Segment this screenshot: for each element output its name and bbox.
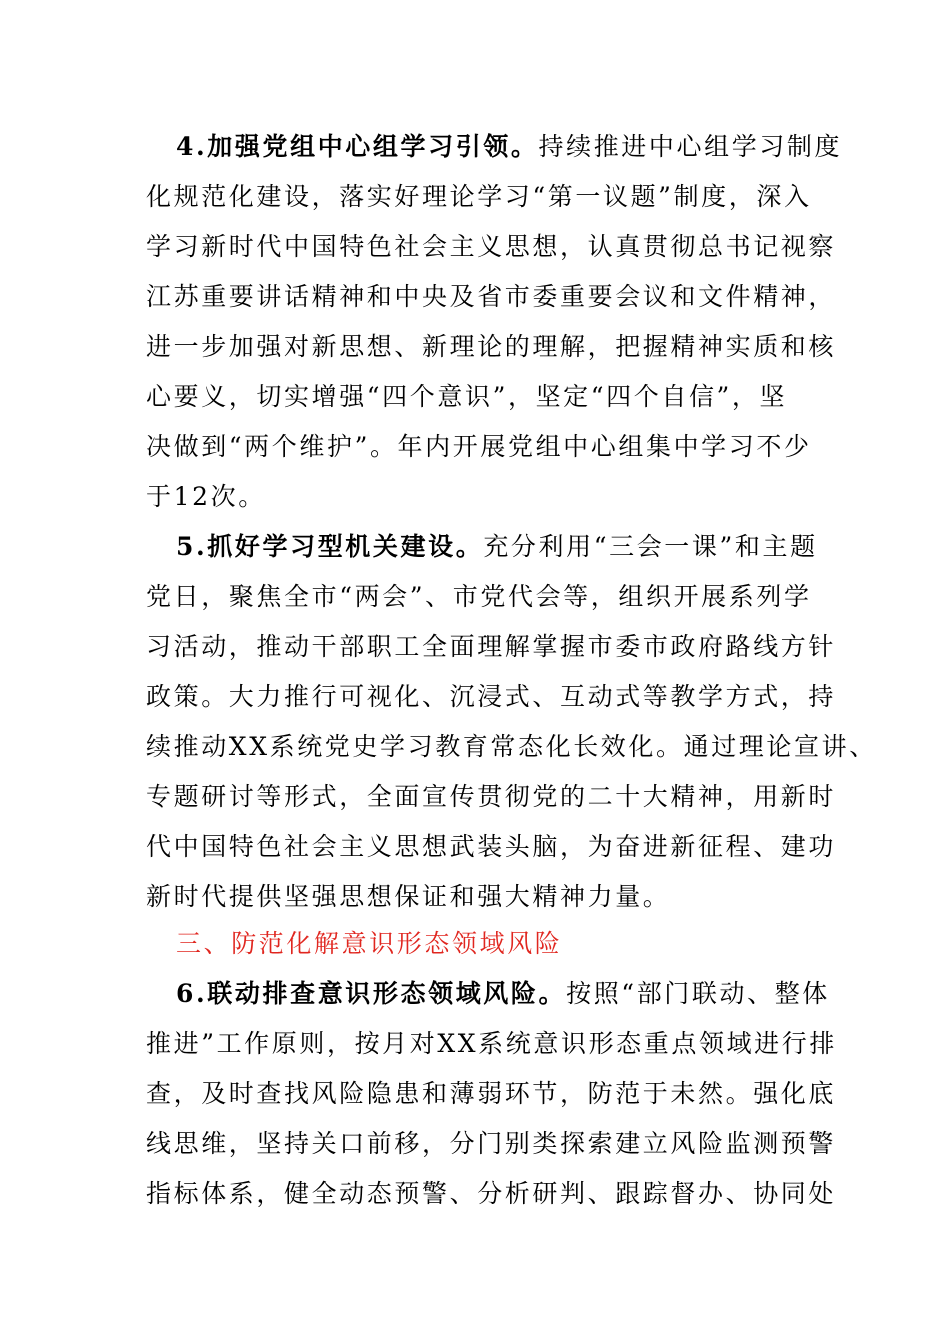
paragraph-4-line-4: 江苏重要讲话精神和中央及省市委重要会议和文件精神， xyxy=(146,282,837,311)
paragraph-6-line-5: 指标体系，健全动态预警、分析研判、跟踪督办、协同处 xyxy=(146,1179,837,1208)
paragraph-5-text: 充分利用“三会一课”和主题 xyxy=(483,532,818,561)
paragraph-5-line-1 xyxy=(176,532,818,562)
paragraph-4-line-5: 进一步加强对新思想、新理论的理解，把握精神实质和核 xyxy=(146,332,837,361)
paragraph-6-line-2: 推进”工作原则，按月对XX系统意识形态重点领域进行排 xyxy=(146,1029,837,1058)
paragraph-5-line-8: 新时代提供坚强思想保证和强大精神力量。 xyxy=(146,882,671,911)
section-3-heading: 三、防范化解意识形态领域风险 xyxy=(176,929,563,958)
paragraph-6-line-4: 线思维，坚持关口前移，分门别类探索建立风险监测预警 xyxy=(146,1129,837,1158)
paragraph-4-line-7: 决做到“两个维护”。年内开展党组中心组集中学习不少 xyxy=(146,432,812,461)
paragraph-4-heading: 4.加强党组中心组学习引领。 xyxy=(176,132,539,161)
paragraph-5-heading: 5.抓好学习型机关建设。 xyxy=(176,532,484,561)
paragraph-6-line-1 xyxy=(176,979,830,1009)
paragraph-5-line-3: 习活动，推动干部职工全面理解掌握市委市政府路线方针 xyxy=(146,632,837,661)
paragraph-6-heading: 6.联动排查意识形态领域风险。 xyxy=(176,979,567,1008)
paragraph-6-text: 按照“部门联动、整体 xyxy=(566,979,830,1008)
paragraph-4-text: 持续推进中心组学习制度 xyxy=(538,132,843,161)
paragraph-5-line-7: 代中国特色社会主义思想武装头脑，为奋进新征程、建功 xyxy=(146,832,837,861)
paragraph-5-line-6: 专题研讨等形式，全面宣传贯彻党的二十大精神，用新时 xyxy=(146,782,837,811)
paragraph-5-line-2: 党日，聚焦全市“两会”、市党代会等，组织开展系列学 xyxy=(146,582,812,611)
paragraph-4-line-1 xyxy=(176,132,842,162)
paragraph-5-line-5: 续推动XX系统党史学习教育常态化长效化。通过理论宣讲、 xyxy=(146,732,877,761)
paragraph-4-line-3: 学习新时代中国特色社会主义思想，认真贯彻总书记视察 xyxy=(146,232,837,261)
paragraph-4-line-8: 于12次。 xyxy=(146,482,266,511)
paragraph-4-line-6: 心要义，切实增强“四个意识”，坚定“四个自信”，坚 xyxy=(146,382,788,411)
paragraph-4-line-2: 化规范化建设，落实好理论学习“第一议题”制度，深入 xyxy=(146,182,812,211)
paragraph-6-line-3: 查，及时查找风险隐患和薄弱环节，防范于未然。强化底 xyxy=(146,1079,837,1108)
paragraph-5-line-4: 政策。大力推行可视化、沉浸式、互动式等教学方式，持 xyxy=(146,682,837,711)
